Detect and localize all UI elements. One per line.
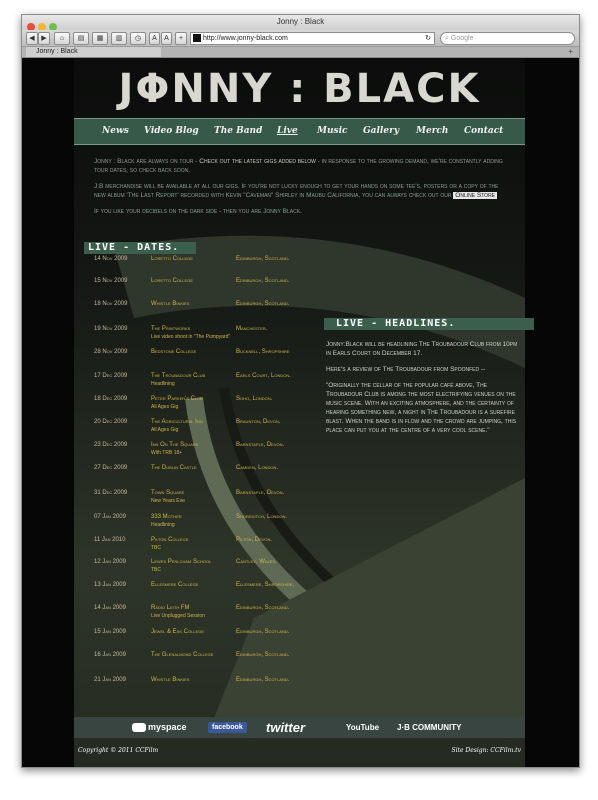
- nav-merch[interactable]: Merch: [416, 126, 449, 136]
- search-field[interactable]: [440, 32, 575, 45]
- home-icon: ⌂: [59, 35, 65, 42]
- gig-location: Ellesmere, Shropshire.: [236, 582, 295, 588]
- gig-location: Earls Court, London.: [236, 373, 291, 379]
- copyright-text: Copyright © 2011 CCFilm: [78, 747, 159, 754]
- gig-date: 16 Jan 2009: [94, 652, 126, 658]
- gig-date: 15 Nov 2009: [94, 278, 128, 284]
- back-button[interactable]: [26, 32, 38, 45]
- tab-jonny-black[interactable]: Jonny : Black: [26, 47, 161, 57]
- gig-venue[interactable]: The Troubadour Club: [151, 373, 206, 379]
- gig-date: 11 Jan 2010: [94, 537, 126, 543]
- history-button[interactable]: [130, 32, 146, 45]
- bookmarks-button[interactable]: [111, 32, 127, 45]
- url-text: http://www.jonny-black.com: [203, 35, 288, 42]
- gig-location: Barnstaple, Devon.: [236, 490, 285, 496]
- text-larger-button[interactable]: A: [161, 32, 172, 45]
- address-bar[interactable]: [190, 32, 435, 45]
- gig-venue[interactable]: Bedstone College: [151, 349, 197, 355]
- site-favicon: [193, 34, 201, 42]
- gig-date: 18 Nov 2009: [94, 301, 128, 307]
- gig-location: Edinburgh, Scotland.: [236, 652, 290, 658]
- gig-venue[interactable]: Loretto College: [151, 278, 193, 284]
- gig-date: 17 Dec 2009: [94, 373, 128, 379]
- print-button[interactable]: [73, 32, 89, 45]
- gig-venue[interactable]: Radio Leith FM: [151, 605, 190, 611]
- grid-icon: ▦: [96, 35, 104, 42]
- gig-venue[interactable]: Loretto College: [151, 256, 193, 262]
- myspace-people-icon: [132, 723, 146, 732]
- gig-date: 31 Dec 2009: [94, 490, 128, 496]
- add-bookmark-button[interactable]: +: [175, 32, 187, 45]
- gig-location: Edinburgh, Scotland.: [236, 278, 290, 284]
- gig-date: 12 Jan 2009: [94, 559, 126, 565]
- add-tab-icon[interactable]: +: [568, 47, 573, 56]
- site-logo[interactable]: JΦNNY : BLACK: [118, 66, 481, 112]
- gig-note: Headlining: [151, 381, 175, 387]
- intro-text: [94, 157, 506, 223]
- gig-location: Edinburgh, Scotland.: [236, 629, 290, 635]
- gig-venue[interactable]: Whistle Binkies: [151, 301, 190, 307]
- gig-location: Soho, London.: [236, 396, 273, 402]
- gig-date: 19 Nov 2009: [94, 326, 128, 332]
- gig-date: 23 Dec 2009: [94, 442, 128, 448]
- twitter-link[interactable]: twitter: [266, 720, 305, 735]
- gig-note: All Ages Gig: [151, 427, 179, 433]
- live-headlines-heading: LIVE - HEADLINES.: [324, 318, 534, 330]
- gig-location: Shoreditch, London.: [236, 514, 288, 520]
- nav-the-band[interactable]: The Band: [214, 126, 263, 136]
- gig-venue[interactable]: The Dublin Castle: [151, 465, 197, 471]
- gig-date: 14 Jan 2009: [94, 605, 126, 611]
- nav-contact[interactable]: Contact: [464, 126, 504, 136]
- intro-paragraph-tour: Jonny : Black are always on tour - Check out the latest gigs added below - in response to the growing demand, we're constantly adding tour dates, so check back soon.: [94, 158, 503, 174]
- gig-location: Bucknell, Shropshire: [236, 349, 290, 355]
- latest-gigs-link[interactable]: Check out the latest gigs added below: [199, 158, 316, 165]
- forward-button[interactable]: [38, 32, 50, 45]
- clock-icon: ◷: [134, 35, 142, 42]
- search-placeholder: Google: [450, 35, 474, 42]
- page-viewport: [22, 58, 579, 767]
- gig-venue[interactable]: Peter Parker's Club: [151, 396, 203, 402]
- gig-location: Braunton, Devon.: [236, 419, 281, 425]
- gig-date: 21 Jan 2009: [94, 677, 126, 683]
- home-button[interactable]: [54, 32, 70, 45]
- gig-location: Pilton, Devon.: [236, 537, 273, 543]
- gig-date: 14 Nov 2009: [94, 256, 128, 262]
- jb-community-link[interactable]: J·B COMMUNITY: [397, 723, 462, 732]
- forward-arrow-icon: ▶: [41, 35, 47, 42]
- gig-venue[interactable]: The Agricultural Inn: [151, 419, 203, 425]
- site-container: [74, 58, 525, 767]
- gig-venue[interactable]: The Glenalmond College: [151, 652, 214, 658]
- gig-date: 18 Dec 2009: [94, 396, 128, 402]
- site-design-credit[interactable]: Site Design: CCFilm.tv: [451, 747, 521, 754]
- live-dates-heading: LIVE - DATES.: [84, 242, 196, 254]
- gig-date: 07 Jan 2009: [94, 514, 126, 520]
- gig-venue[interactable]: Lewes Penlcham School: [151, 559, 212, 565]
- gig-location: Manchester.: [236, 326, 268, 332]
- intro-paragraph-tagline: If you like your decibels on the dark side - then you are Jonny Black.: [94, 208, 302, 215]
- gig-date: 20 Dec 2009: [94, 419, 128, 425]
- myspace-link[interactable]: myspace: [132, 721, 187, 734]
- gig-note: Live video shoot in "The Pumpyard": [151, 334, 231, 340]
- text-smaller-button[interactable]: A: [149, 32, 160, 45]
- gig-note: All Ages Gig: [151, 404, 179, 410]
- gig-location: Edinburgh, Scotland.: [236, 677, 290, 683]
- intro-paragraph-merch: J:B merchandise will be available at all our gigs. If you're not lucky enough to get your hands on some tee's, posters or a copy of the new album 'The Last Report' recorded with Kevin "Caveman" Shirley in Maubu California, you can always check out our Online Store: [94, 183, 499, 199]
- nav-live[interactable]: Live: [277, 126, 298, 136]
- reload-icon[interactable]: ↻: [425, 35, 431, 42]
- print-icon: ▤: [77, 35, 85, 42]
- gig-note: New Years Eve: [151, 498, 185, 504]
- gig-venue[interactable]: Ellesmere College: [151, 582, 199, 588]
- gig-venue[interactable]: Pilton College: [151, 537, 189, 543]
- nav-news[interactable]: News: [102, 126, 129, 136]
- browser-window: [21, 14, 580, 768]
- gig-location: Edinburgh, Scotland.: [236, 256, 290, 262]
- gig-date: 13 Jan 2009: [94, 582, 126, 588]
- gig-venue[interactable]: 333 Mother: [151, 514, 182, 520]
- gig-venue[interactable]: Town Square: [151, 490, 185, 496]
- window-title: Jonny : Black: [276, 17, 325, 26]
- facebook-link[interactable]: facebook: [208, 722, 247, 733]
- headline-paragraph-1: Jonny:Black will be headlining The Troubadour Club from 10pm in Earls Court on December 17.: [326, 341, 518, 357]
- gig-date: 28 Nov 2009: [94, 349, 128, 355]
- headline-review-quote: "Originally the cellar of the popular café above, The Troubadour Club is among the most electrifying venues on the music scene. With an exciting atmosphere, and the certainty of hearing something new, a night in The Troubadour is a surefire blast. When the band is in flow and the crowd are jumping, this place can put you at the centre of a very cool scene.": [326, 382, 517, 434]
- gig-location: Cantley, Wales.: [236, 559, 277, 565]
- gig-location: Edinburgh, Scotland.: [236, 605, 290, 611]
- tab-bar: [22, 47, 579, 58]
- gig-note: Headlining: [151, 522, 175, 528]
- gig-date: 15 Jan 2009: [94, 629, 126, 635]
- gig-venue[interactable]: The Printworks: [151, 326, 191, 332]
- gig-venue[interactable]: Whistle Binkies: [151, 677, 190, 683]
- browser-toolbar: [22, 30, 579, 47]
- gig-note: With TRB 18+: [151, 450, 183, 456]
- nav-gallery[interactable]: Gallery: [363, 126, 400, 136]
- back-arrow-icon: ◀: [29, 35, 35, 42]
- online-store-link[interactable]: Online Store: [455, 192, 496, 199]
- youtube-link[interactable]: YouTube: [346, 723, 380, 732]
- headlines-text: [326, 340, 518, 442]
- gig-note: TBC: [151, 545, 161, 551]
- gig-venue[interactable]: Jewel & Esk College: [151, 629, 205, 635]
- gig-date: 27 Dec 2009: [94, 465, 128, 471]
- nav-music[interactable]: Music: [317, 126, 348, 136]
- headline-paragraph-2: Here's a review of The Troubadour from Spoonfed --: [326, 366, 486, 373]
- main-nav: [74, 118, 525, 145]
- social-footer: [74, 717, 525, 738]
- search-icon: ⌕: [445, 35, 449, 42]
- grid-button[interactable]: [92, 32, 108, 45]
- gig-note: Live Unplugged Session: [151, 613, 205, 619]
- gig-location: Edinburgh, Scotland.: [236, 301, 290, 307]
- nav-video-blog[interactable]: Video Blog: [144, 126, 199, 136]
- gig-location: Camden, London.: [236, 465, 279, 471]
- gig-note: TBC: [151, 567, 161, 573]
- gig-location: Barnstaple, Devon.: [236, 442, 285, 448]
- title-bar: [22, 15, 579, 31]
- book-icon: ▥: [115, 35, 123, 42]
- gig-venue[interactable]: Inn On The Square: [151, 442, 199, 448]
